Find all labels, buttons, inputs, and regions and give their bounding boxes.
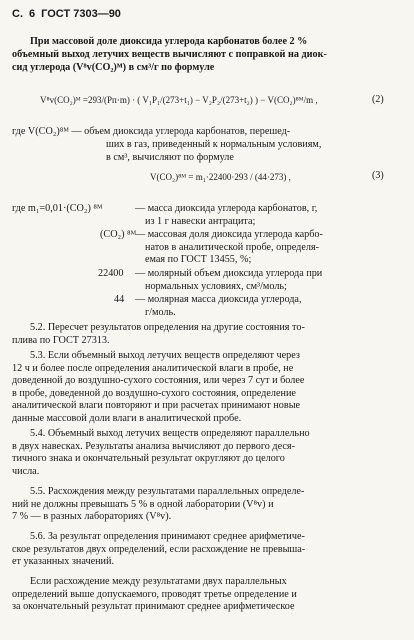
def-text-m1 [135, 203, 405, 228]
intro-line-2: объемный выход летучих веществ вычисляют с поправкой на диок- [12, 49, 327, 60]
formula-2-number: (2) [372, 94, 384, 105]
def-text-co2 [135, 229, 405, 267]
p55-line-3: 7 % — в разных лабораториях (V⁸v). [12, 511, 172, 523]
p56-line-3: ет указанных значений. [12, 556, 115, 568]
p54-line-4: числа. [12, 465, 40, 477]
p52-line-1: 5.2. Пересчет результатов определения на другие состояния то- [30, 322, 305, 333]
formula-3-number: (3) [372, 170, 384, 181]
p53-line-4: в пробе, доведенной до воздушно-сухого состояния, определение [12, 387, 296, 399]
p53-line-3: доведенной до воздушно-сухого состояния, или через 7 сут и более [12, 375, 305, 387]
where-line-1: где V(CO₂)⁸ᴹ — объем диоксида углерода карбонатов, перешед- [12, 126, 291, 137]
where-line-3: в см³, вычисляют по формуле [106, 152, 234, 163]
paragraph-final [12, 576, 404, 614]
pf-line-2: определений выше допускаемого, проводят третье определение и [12, 588, 297, 600]
def-term-44: 44 [114, 294, 125, 305]
p55-line-1: 5.5. Расхождения между результатами параллельных определе- [30, 486, 305, 497]
intro-line-1: При массовой доле диоксида углерода карбонатов более 2 % [30, 36, 308, 47]
def-m1-line-2: из 1 г навески антрацита; [145, 215, 256, 227]
p56-line-1: 5.6. За результат определения принимают среднее арифметиче- [30, 531, 305, 542]
def-22400-line-2: нормальных условиях, см³/моль; [145, 280, 287, 292]
p53-line-2: 12 ч и более после определения аналитической влаги в пробе, не [12, 362, 294, 374]
header-page-number: 6 [29, 8, 36, 20]
paragraph-5-4 [12, 428, 404, 478]
def-term-co2: (CO₂) ⁸ᴹ [100, 229, 137, 240]
intro-line-3: сид углерода (V⁸v(CO₂)ᴹ) в см³/г по формуле [12, 62, 215, 73]
paragraph-5-3 [12, 350, 404, 426]
p53-line-5: аналитической влаги повторяют и при расчетах принимают новые [12, 400, 301, 412]
def-co2-line-2: натов в аналитической пробе, определя- [145, 241, 320, 253]
p54-line-1: 5.4. Объемный выход летучих веществ определяют параллельно [30, 428, 310, 439]
formula-2-lhs: V⁸v(CO₂)ᴹ = [40, 95, 88, 105]
header-side: С. [12, 8, 23, 20]
p52-line-2: плива по ГОСТ 27313. [12, 334, 110, 346]
pf-line-1: Если расхождение между результатами двух параллельных [30, 576, 287, 587]
def-text-44 [135, 294, 405, 319]
formula-2-body: 293/(Pп·m) · ( V₁P₁/(273+t₁) − V₂P₂/(273+t₂) ) − V(CO₂)⁸ᴹ/m , [88, 95, 318, 105]
def-m1-line-1: — масса диоксида углерода карбонатов, г, [135, 203, 318, 214]
p55-line-2: ний не должны превышать 5 % в одной лаборатории (V⁸v) и [12, 498, 274, 510]
def-44-line-2: г/моль. [145, 306, 176, 318]
p54-line-3: тичного знака и окончательный результат округляют до целого [12, 453, 285, 465]
where-line-2: ших в газ, приведенный к нормальным условиям, [106, 139, 322, 150]
p53-line-6: данные массовой доли влаги в аналитической пробе. [12, 412, 242, 424]
p54-line-2: в двух навесках. Результаты анализа вычисляют до первого деся- [12, 440, 295, 452]
p53-line-1: 5.3. Если объемный выход летучих веществ определяют через [30, 350, 300, 361]
def-term-22400: 22400 [98, 268, 124, 279]
paragraph-5-5 [12, 486, 404, 524]
def-co2-line-1: — массовая доля диоксида углерода карбо- [135, 229, 323, 240]
paragraph-5-2 [12, 322, 404, 347]
paragraph-5-6 [12, 531, 404, 569]
def-text-22400 [135, 268, 405, 293]
def-co2-line-3: емая по ГОСТ 13455, %; [145, 254, 252, 266]
pf-line-3: за окончательный результат принимают среднее арифметическое [12, 601, 295, 613]
def-22400-line-1: — молярный объем диоксида углерода при [135, 268, 323, 279]
p56-line-2: ское результатов двух определений, если расхождение не превыша- [12, 543, 306, 555]
formula-3-body: V(CO₂)⁸ᴹ = m₁·22400·293 / (44·273) , [150, 172, 291, 182]
header-standard: ГОСТ 7303—90 [41, 8, 121, 20]
def-term-m1: где m₁=0,01·(CO₂) ⁸ᴹ [12, 203, 103, 214]
page-header [12, 8, 127, 20]
def-44-line-1: — молярная масса диоксида углерода, [135, 294, 302, 305]
